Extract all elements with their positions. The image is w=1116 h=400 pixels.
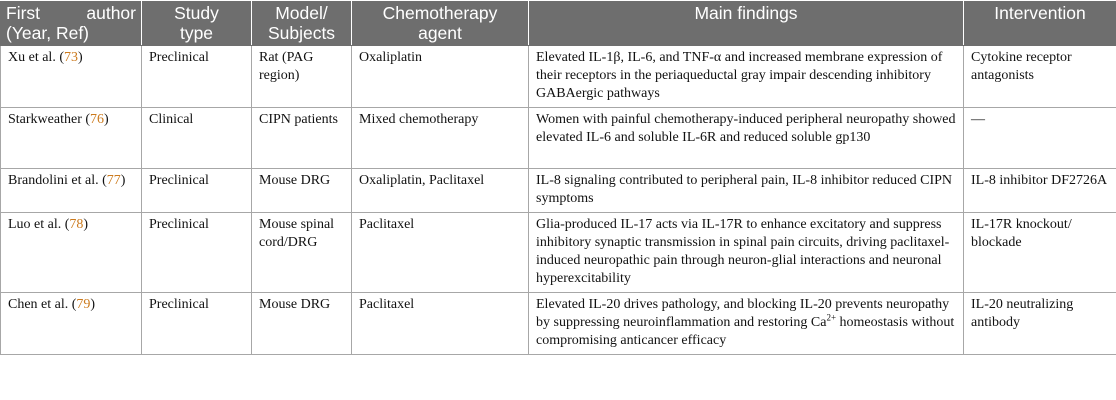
agent-cell: Oxaliplatin, Paclitaxel [352, 169, 529, 213]
study-type-cell: Preclinical [142, 213, 252, 293]
calcium-superscript: 2+ [826, 312, 837, 323]
table-row [1, 293, 1116, 355]
reference-link[interactable]: 77 [106, 173, 121, 188]
findings-cell: Women with painful chemotherapy-induced peripheral neuropathy showed elevated IL-6 and soluble IL-6R and reduced soluble gp130 [529, 108, 964, 169]
table-row [1, 46, 1116, 108]
author-name: Brandolini et al. ( [8, 173, 107, 188]
intervention-cell: IL-8 inhibitor DF2726A [964, 169, 1116, 213]
header-first-author-word1: First [6, 3, 41, 23]
agent-cell: Oxaliplatin [352, 46, 529, 108]
findings-cell: Elevated IL-1β, IL-6, and TNF-α and increased membrane expression of their receptors in the periaqueductal gray impair descending inhibitory GABAergic pathways [529, 46, 964, 108]
intervention-cell: — [964, 108, 1116, 169]
findings-text: Elevated IL-20 drives pathology, and blocking IL-20 prevents neuropathy by suppressing neuroinflammation and restoring Ca [536, 297, 950, 330]
author-name: Chen et al. ( [8, 297, 77, 312]
findings-cell: IL-8 signaling contributed to peripheral pain, IL-8 inhibitor reduced CIPN symptoms [529, 169, 964, 213]
agent-cell: Mixed chemotherapy [352, 108, 529, 169]
header-model-line2: Subjects [267, 23, 336, 43]
author-paren: ) [90, 297, 96, 312]
author-cell [1, 293, 142, 355]
findings-text-end: homeostasis without compromising anticancer efficacy [536, 315, 955, 348]
table-row [1, 108, 1116, 169]
model-cell: Mouse spinal cord/DRG [252, 213, 352, 293]
table-row [1, 213, 1116, 293]
model-cell: Mouse DRG [252, 293, 352, 355]
author-name: Luo et al. ( [8, 217, 70, 232]
header-first-author [1, 1, 142, 46]
reference-link[interactable]: 73 [63, 50, 78, 65]
author-cell [1, 169, 142, 213]
study-type-cell: Preclinical [142, 293, 252, 355]
author-paren: ) [77, 50, 83, 65]
table-row [1, 169, 1116, 213]
intervention-cell: IL-17R knockout/ blockade [964, 213, 1116, 293]
model-cell: Rat (PAG region) [252, 46, 352, 108]
author-cell [1, 213, 142, 293]
header-intervention: Intervention [964, 1, 1116, 46]
reference-link[interactable]: 78 [69, 217, 84, 232]
author-cell [1, 108, 142, 169]
author-name: Xu et al. ( [8, 50, 64, 65]
reference-link[interactable]: 79 [76, 297, 91, 312]
author-cell [1, 46, 142, 108]
intervention-cell: IL-20 neutralizing antibody [964, 293, 1116, 355]
table-header [1, 1, 1116, 46]
header-study-type [142, 1, 252, 46]
header-model [252, 1, 352, 46]
author-paren: ) [83, 217, 89, 232]
study-type-cell: Clinical [142, 108, 252, 169]
author-paren: ) [104, 112, 109, 127]
header-first-author-word2: author [86, 3, 136, 23]
header-agent-line2: agent [418, 23, 462, 43]
author-paren: ) [120, 173, 126, 188]
header-study-type-line1: Study [174, 3, 219, 23]
findings-cell [529, 293, 964, 355]
agent-cell: Paclitaxel [352, 293, 529, 355]
header-study-type-line2: type [179, 23, 214, 43]
header-model-line1: Model/ [275, 3, 328, 23]
header-first-author-line2: (Year, Ref) [6, 23, 90, 43]
study-type-cell: Preclinical [142, 46, 252, 108]
intervention-cell: Cytokine receptor antagonists [964, 46, 1116, 108]
model-cell: CIPN patients [252, 108, 352, 169]
study-type-cell: Preclinical [142, 169, 252, 213]
header-agent [352, 1, 529, 46]
header-agent-line1: Chemotherapy [382, 3, 498, 23]
header-findings: Main findings [529, 1, 964, 46]
agent-cell: Paclitaxel [352, 213, 529, 293]
model-cell: Mouse DRG [252, 169, 352, 213]
header-row [1, 1, 1116, 46]
reference-link[interactable]: 76 [90, 112, 105, 127]
author-name: Starkweather ( [8, 112, 91, 127]
findings-cell: Glia-produced IL-17 acts via IL-17R to enhance excitatory and suppress inhibitory synaptic transmission in spinal pain circuits, driving paclitaxel-induced neuropathic pain through neuron-glial interactions and neuronal hyperexcitability [529, 213, 964, 293]
